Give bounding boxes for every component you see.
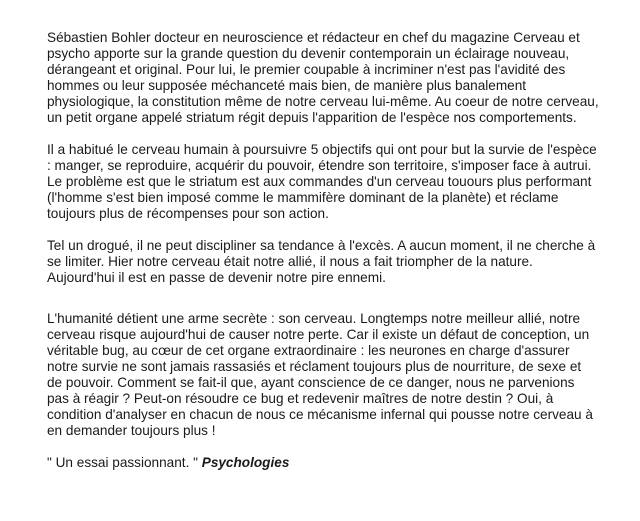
text-line: cerveau risque aujourd'hui de causer notre perte. Car il existe un défaut de conception, un (47, 327, 590, 342)
text-line: se limiter. Hier notre cerveau était notre allié, il nous a fait triompher de la nature. (47, 254, 533, 269)
text-line: pas à réagir ? Peut-on résoudre ce bug et redevenir maîtres de notre destin ? Oui, à (47, 391, 554, 406)
document-body (47, 30, 640, 471)
paragraph-addiction (47, 238, 640, 286)
text-line: Tel un drogué, il ne peut discipliner sa tendance à l'excès. A aucun moment, il ne cherche à (47, 238, 596, 253)
text-line: psycho apporte sur la grande question du devenir contemporain un éclairage nouveau, (47, 46, 570, 61)
text-line: de pouvoir. Comment se fait-il que, ayant conscience de ce danger, nous ne parvenions (47, 375, 575, 390)
text-line: dérangeant et original. Pour lui, le premier coupable à incriminer n'est pas l'avidité des (47, 62, 566, 77)
text-line: Le problème est que le striatum est aux commandes d'un cerveau touours plus performant (47, 174, 592, 189)
text-line: hommes ou leur supposée méchanceté mais bien, de manière plus banalement (47, 78, 527, 93)
text-line: physiologique, la constitution même de notre cerveau lui-même. Au coeur de notre cerveau, (47, 94, 599, 109)
text-line: Aujourd'hui il est en passe de devenir notre pire ennemi. (47, 270, 386, 285)
text-line: condition d'analyser en chacun de nous ce mécanisme infernal qui pousse notre cerveau à (47, 407, 593, 422)
quote-text: " Un essai passionnant. " (47, 455, 202, 470)
text-line: en demander toujours plus ! (47, 423, 216, 438)
paragraph-secret-weapon (47, 311, 640, 439)
paragraph-objectives (47, 142, 640, 222)
text-line: : manger, se reproduire, acquérir du pouvoir, étendre son territoire, s'imposer face à autrui. (47, 158, 592, 173)
text-line: Sébastien Bohler docteur en neuroscience et rédacteur en chef du magazine Cerveau et (47, 30, 580, 45)
paragraph-intro (47, 30, 640, 126)
quote-source: Psychologies (201, 455, 290, 470)
text-line: toujours plus de récompenses pour son action. (47, 206, 329, 221)
text-line: L'humanité détient une arme secrète : son cerveau. Longtemps notre meilleur allié, notre (47, 311, 581, 326)
text-line: véritable bug, au cœur de cet organe extraordinaire : les neurones en charge d'assurer (47, 343, 570, 358)
quote-line (47, 455, 640, 471)
text-line: Il a habitué le cerveau humain à poursuivre 5 objectifs qui ont pour but la survie de l'espèce (47, 142, 597, 157)
text-line: un petit organe appelé striatum régit depuis l'apparition de l'espèce nos comportements. (47, 110, 577, 125)
text-line: notre survie ne sont jamais rassasiés et réclament toujours plus de nourriture, de sexe et (47, 359, 582, 374)
text-line: (l'homme s'est bien imposé comme le mammifère dominant de la planète) et réclame (47, 190, 559, 205)
